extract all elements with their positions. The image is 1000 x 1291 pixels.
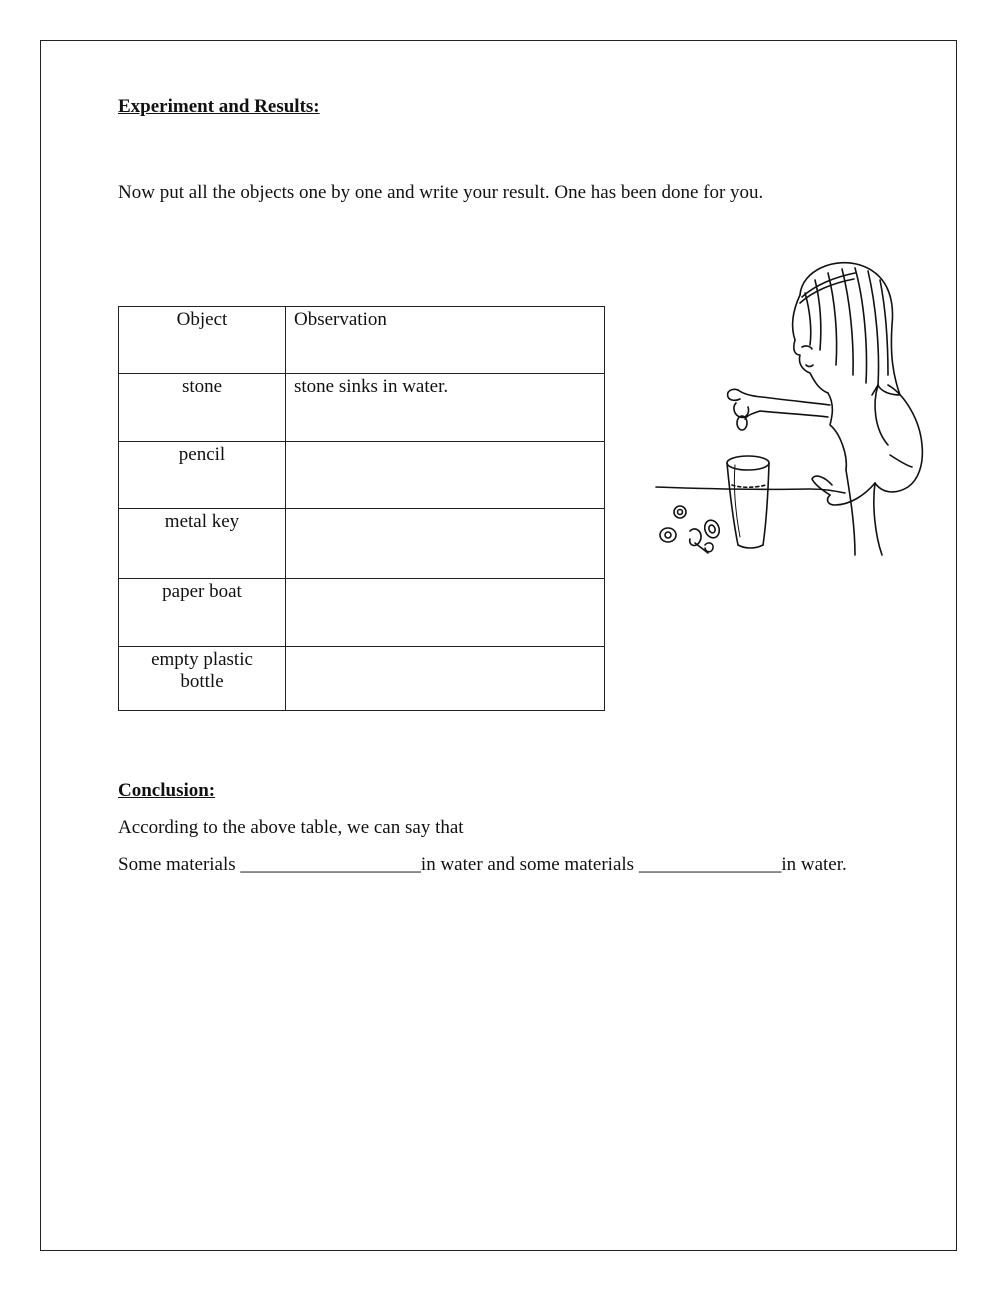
header-object: Object [119,307,286,374]
conclusion-sentence [118,854,847,876]
object-cell: paper boat [119,579,286,647]
fill-blank-2[interactable]: _______________ [638,854,782,875]
section-heading: Experiment and Results: [118,96,320,117]
table-row [119,509,605,579]
table-row [119,647,605,711]
instruction-text: Now put all the objects one by one and write your result. One has been done for you. [118,182,764,203]
header-observation: Observation [286,307,605,374]
observation-cell[interactable]: stone sinks in water. [286,374,605,442]
object-cell [119,647,286,711]
object-text: empty plastic bottle [151,649,253,692]
object-cell: pencil [119,442,286,509]
observation-cell[interactable] [286,647,605,711]
table-row [119,579,605,647]
object-cell: metal key [119,509,286,579]
results-table [118,306,605,711]
sentence-part: in water and some materials [420,854,639,875]
conclusion-intro: According to the above table, we can say that [118,817,464,838]
observation-cell[interactable] [286,509,605,579]
girl-dropping-objects-in-water-icon [650,255,930,565]
fill-blank-1[interactable]: ___________________ [240,854,421,875]
conclusion-heading: Conclusion: [118,780,216,801]
table-row [119,442,605,509]
sentence-part: in water. [781,854,847,875]
observation-cell[interactable] [286,442,605,509]
sentence-part: Some materials [118,854,241,875]
table-header-row [119,307,605,374]
observation-cell[interactable] [286,579,605,647]
table-row [119,374,605,442]
object-cell: stone [119,374,286,442]
